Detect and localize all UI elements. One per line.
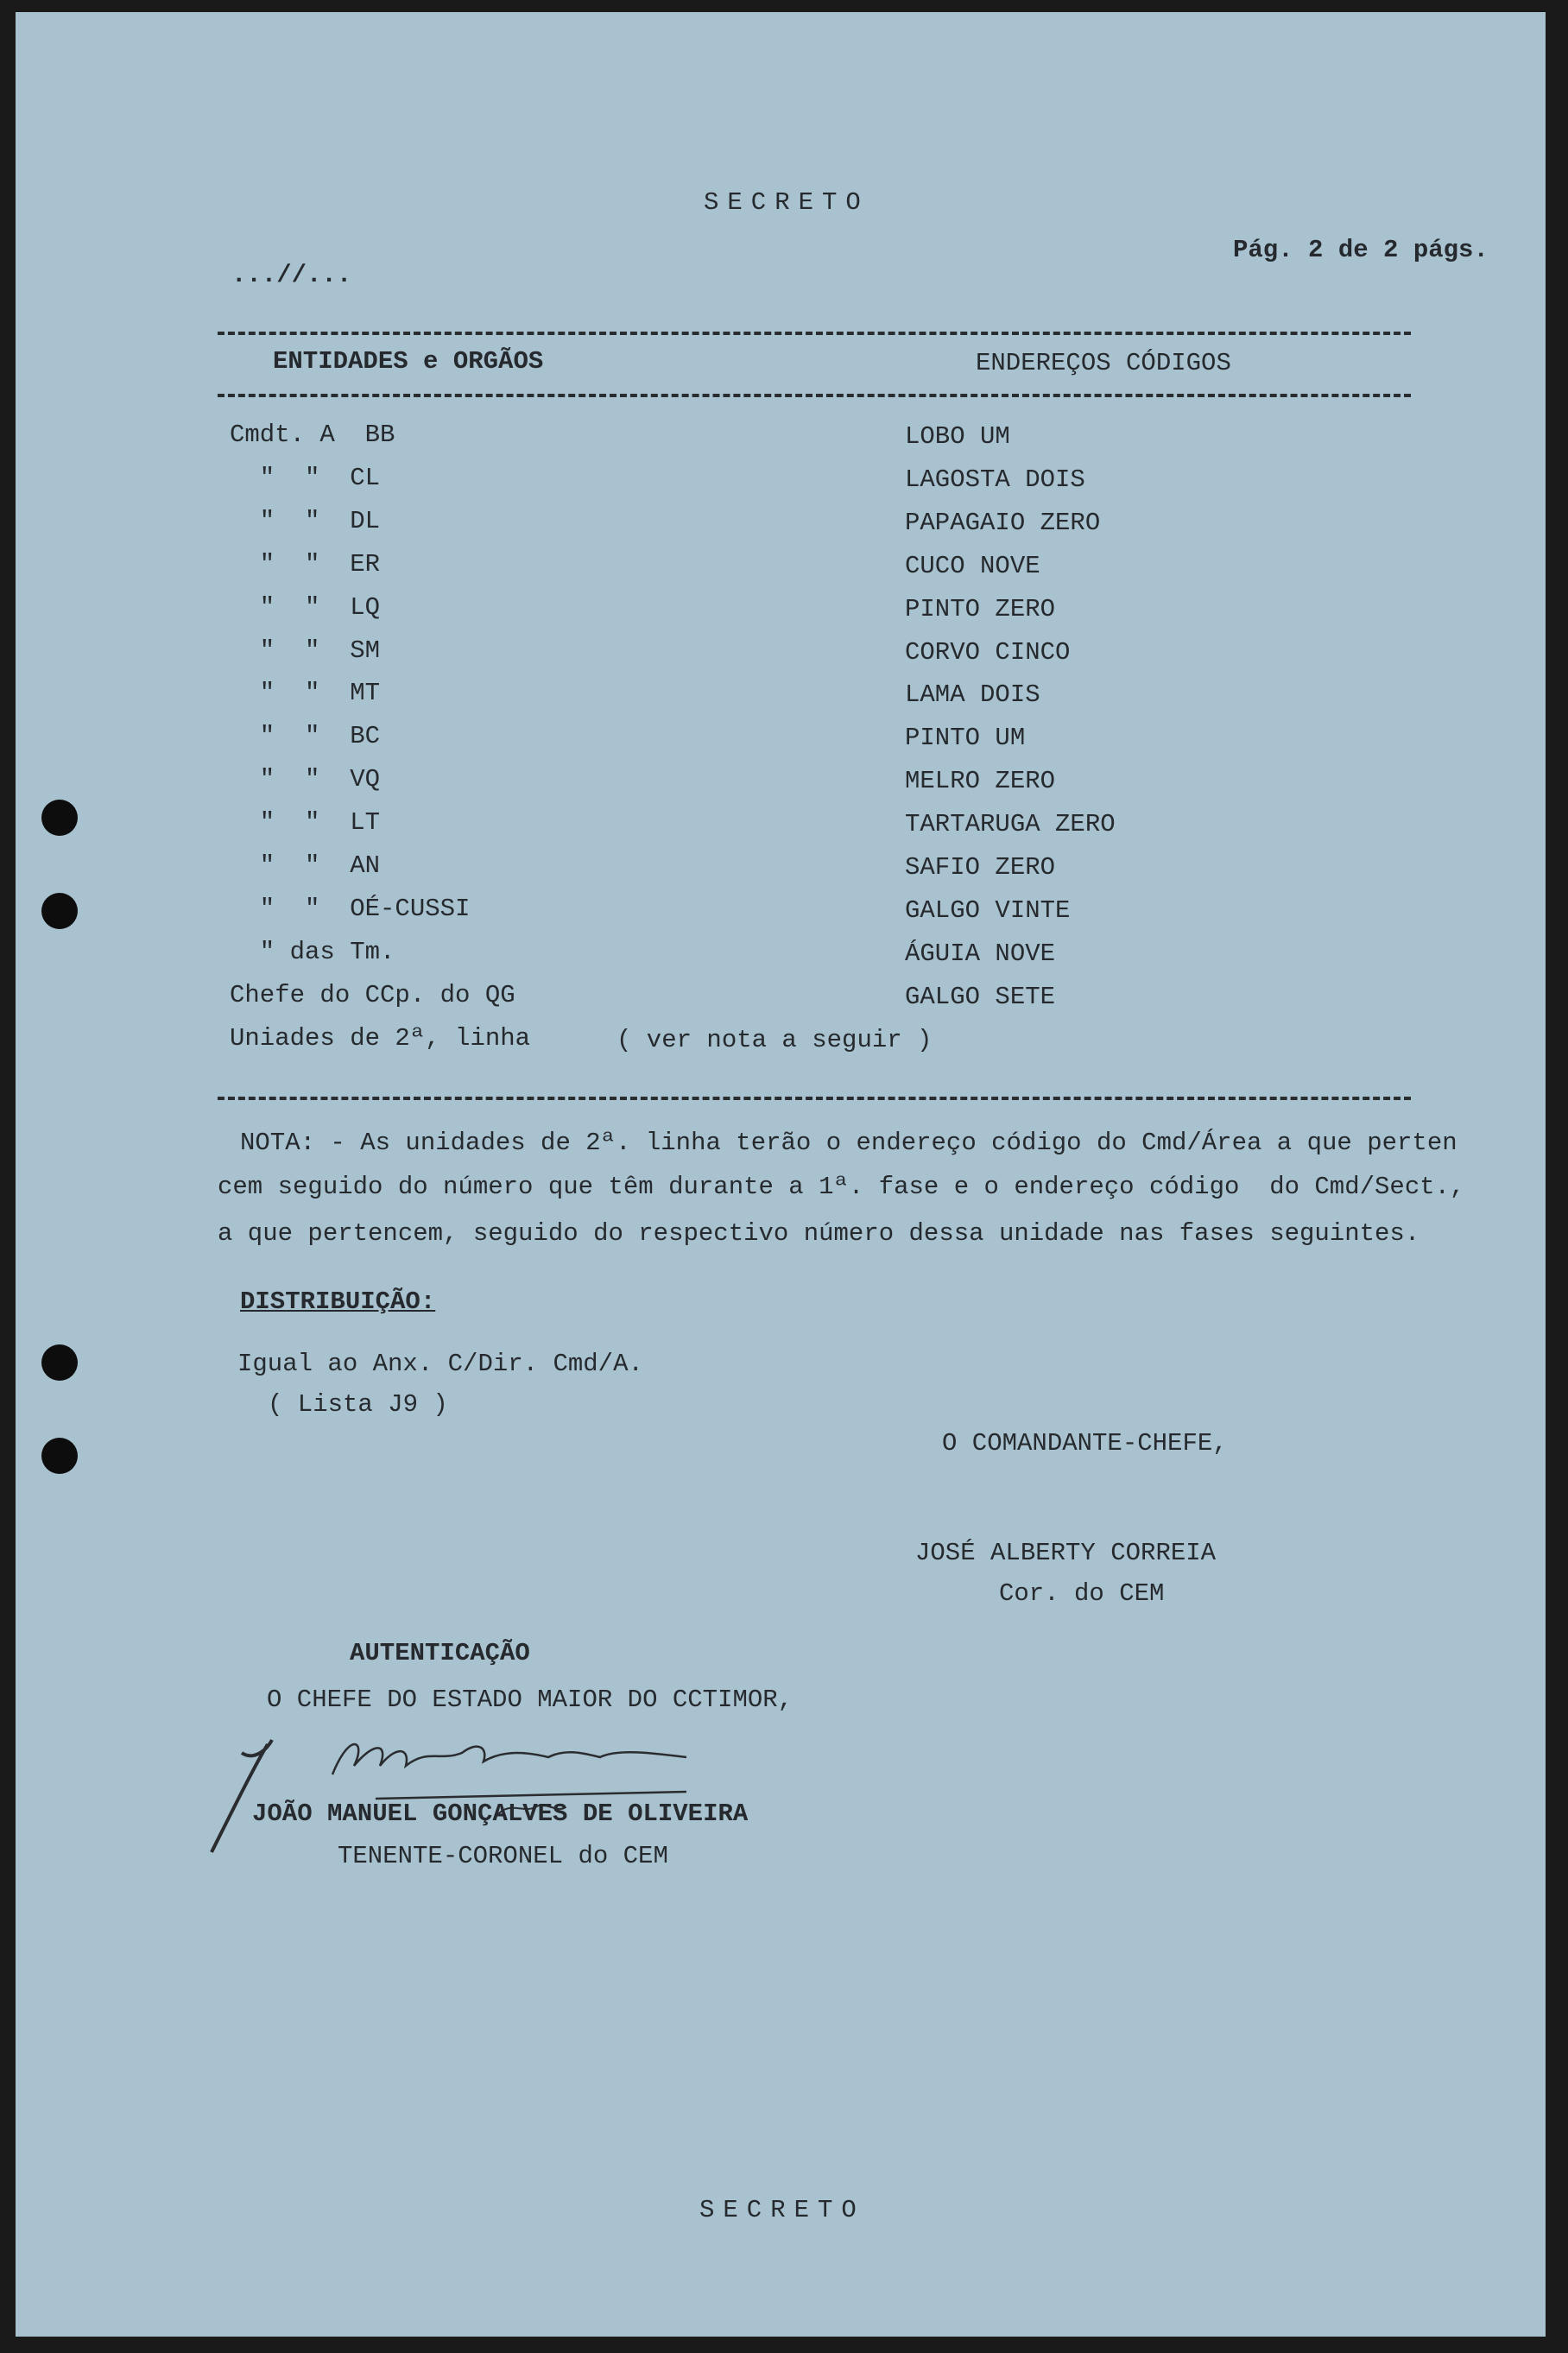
table-row	[0, 636, 1568, 671]
entity-cell: " " OÉ-CUSSI	[230, 894, 471, 923]
distribution-line: Igual ao Anx. C/Dir. Cmd/A.	[237, 1350, 643, 1378]
classification-bottom: SECRETO	[699, 2196, 865, 2224]
note-line: a que pertencem, seguido do respectivo número dessa unidade nas fases seguintes.	[218, 1219, 1420, 1248]
table-row	[0, 464, 1568, 498]
entity-cell: " " DL	[230, 506, 381, 535]
punch-hole	[41, 800, 78, 836]
entity-cell: " " LQ	[230, 592, 381, 622]
handwritten-signature	[203, 1714, 790, 1861]
authentication-title: AUTENTICAÇÃO	[350, 1639, 530, 1667]
table-row	[0, 722, 1568, 756]
code-cell: PINTO ZERO	[905, 594, 1056, 623]
entity-cell: " " CL	[230, 463, 381, 492]
table-row	[0, 938, 1568, 972]
table-row	[0, 895, 1568, 929]
table-row	[0, 808, 1568, 843]
punch-hole	[41, 1344, 78, 1381]
code-cell: PAPAGAIO ZERO	[905, 508, 1101, 537]
authentication-rank: TENENTE-CORONEL do CEM	[338, 1842, 668, 1870]
punch-hole	[41, 893, 78, 929]
table-row	[0, 1024, 1568, 1059]
table-row	[0, 765, 1568, 800]
entity-cell: Uniades de 2ª, linha	[230, 1023, 531, 1053]
table-row	[0, 507, 1568, 541]
commander-name: JOSÉ ALBERTY CORREIA	[915, 1539, 1217, 1567]
code-cell: LAMA DOIS	[905, 680, 1040, 710]
entity-cell: " " LT	[230, 808, 381, 838]
continuation-mark: ...//...	[231, 261, 352, 289]
entity-cell: " " SM	[230, 636, 381, 665]
note-line: cem seguido do número que têm durante a 1ª. fase e o endereço código do Cmd/Sect.,	[218, 1173, 1465, 1201]
distribution-title: DISTRIBUIÇÃO:	[240, 1287, 436, 1316]
note-line: NOTA: - As unidades de 2ª. linha terão o endereço código do Cmd/Área a que perten	[240, 1129, 1457, 1157]
entity-cell: " " ER	[230, 549, 381, 579]
code-cell: CORVO CINCO	[905, 637, 1071, 667]
table-row	[0, 593, 1568, 628]
code-cell: SAFIO ZERO	[905, 853, 1056, 882]
entity-cell: Chefe do CCp. do QG	[230, 980, 515, 1009]
table-row	[0, 421, 1568, 455]
table-row	[0, 981, 1568, 1015]
entity-cell: " das Tm.	[230, 937, 395, 966]
code-cell: PINTO UM	[905, 724, 1026, 753]
code-cell: LOBO UM	[905, 422, 1010, 451]
distribution-list: ( Lista J9 )	[268, 1390, 448, 1419]
commander-rank: Cor. do CEM	[999, 1579, 1165, 1608]
code-cell: ÁGUIA NOVE	[905, 939, 1056, 968]
entity-cell: " " BC	[230, 722, 381, 751]
code-cell: CUCO NOVE	[905, 551, 1040, 580]
divider	[218, 332, 1411, 335]
divider	[218, 394, 1411, 397]
table-row	[0, 679, 1568, 713]
column-header-codes: ENDEREÇOS CÓDIGOS	[976, 349, 1231, 377]
entity-cell: " " VQ	[230, 765, 381, 794]
commander-title: O COMANDANTE-CHEFE,	[942, 1429, 1228, 1458]
authentication-role: O CHEFE DO ESTADO MAIOR DO CCTIMOR,	[267, 1686, 793, 1714]
code-cell: TARTARUGA ZERO	[905, 810, 1116, 839]
column-header-entities: ENTIDADES e ORGÃOS	[273, 347, 544, 376]
punch-hole	[41, 1438, 78, 1474]
table-row	[0, 550, 1568, 585]
classification-top: SECRETO	[704, 188, 869, 217]
code-cell: ( ver nota a seguir )	[616, 1025, 933, 1054]
entity-cell: Cmdt. A BB	[230, 421, 395, 449]
page-number: Pág. 2 de 2 págs.	[1233, 236, 1489, 264]
code-cell: MELRO ZERO	[905, 767, 1056, 796]
entity-cell: " " MT	[230, 679, 381, 708]
divider	[218, 1097, 1411, 1100]
entity-cell: " " AN	[230, 851, 381, 880]
code-cell: LAGOSTA DOIS	[905, 465, 1085, 494]
code-cell: GALGO VINTE	[905, 895, 1071, 925]
table-row	[0, 851, 1568, 886]
code-cell: GALGO SETE	[905, 982, 1056, 1011]
authentication-name: JOÃO MANUEL GONÇALVES DE OLIVEIRA	[252, 1800, 749, 1828]
